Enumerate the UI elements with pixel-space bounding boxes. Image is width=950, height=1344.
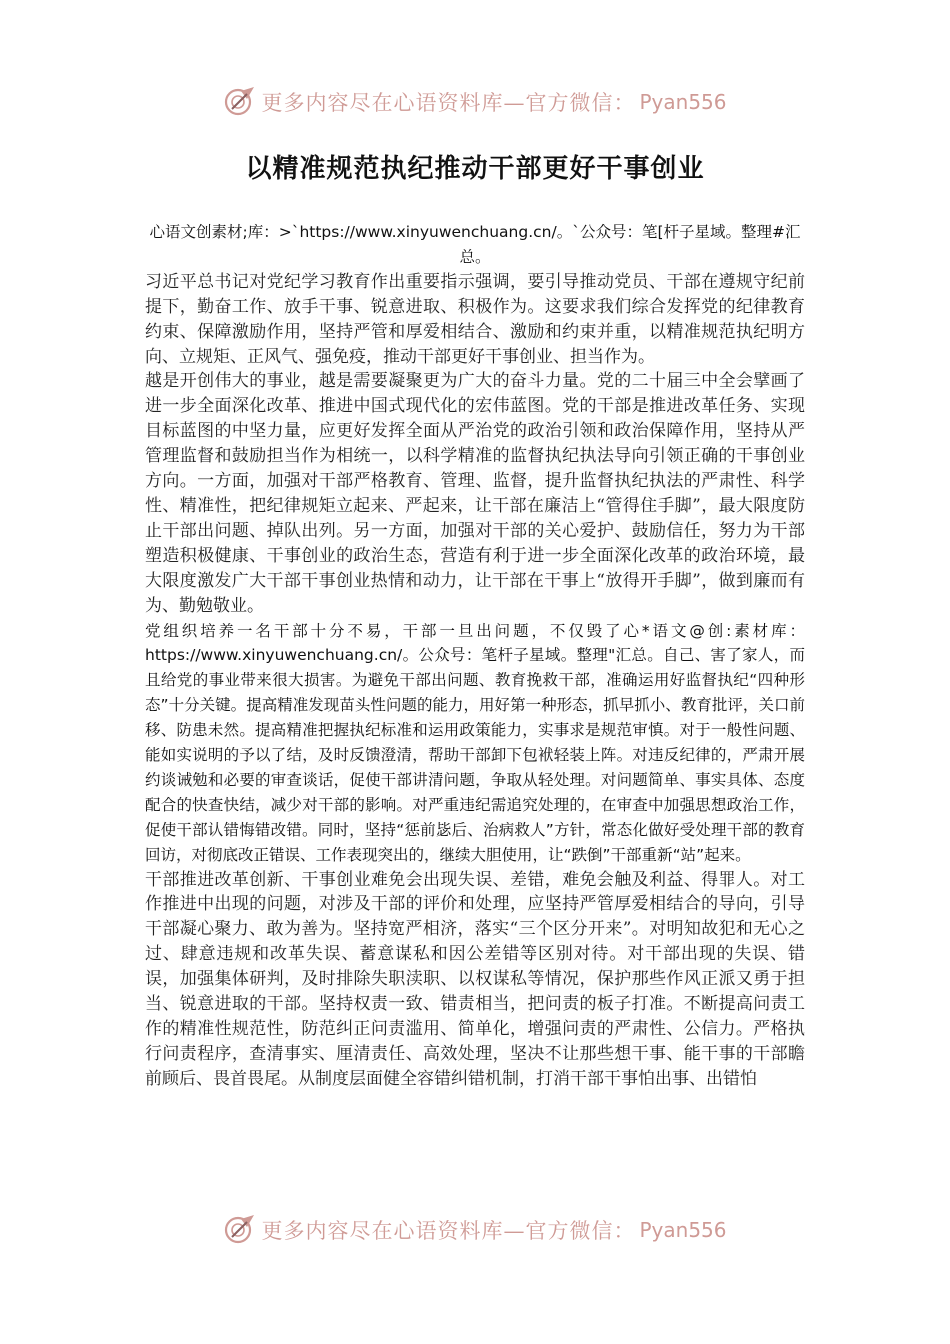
document-body: [145, 220, 805, 1092]
paragraph-3: 党组织培养一名干部十分不易，干部一旦出问题，不仅毁了心*语文@创:素材库：https://www.xinyuwenchuang.cn/。公众号：笔杆子星域。整理"汇总。自己、害了家人，而且给党的事业带来很大损害。为避免干部出问题、教育挽救干部，准确运用好监督执纪“四种形态”十分关键。提高精准发现苗头性问题的能力，用好第一种形态，抓早抓小、教育批评，关口前移、防患未然。提高精准把握执纪标准和运用政策能力，实事求是规范审慎。对于一般性问题、能如实说明的予以了结，及时反馈澄清，帮助干部卸下包袱轻装上阵。对违反纪律的，严肃开展约谈诫勉和必要的审查谈话，促使干部讲清问题，争取从轻处理。对问题简单、事实具体、态度配合的快查快结，减少对干部的影响。对严重违纪需追究处理的，在审查中加强思想政治工作，促使干部认错悔错改错。同时，坚持“惩前毖后、治病救人”方针，常态化做好受处理干部的教育回访，对彻底改正错误、工作表现突出的，继续大胆使用，让“跌倒”干部重新“站”起来。: [145, 621, 805, 864]
pen-nib-logo-icon: [223, 1213, 257, 1247]
document-title: 以精准规范执纪推动干部更好干事创业: [245, 154, 705, 184]
wechat-id: Pyan556: [639, 1218, 727, 1242]
paragraph-1: 习近平总书记对党纪学习教育作出重要指示强调，要引导推动党员、干部在遵规守纪前提下，勤奋工作、放手干事、锐意进取、积极作为。这要求我们综合发挥党的纪律教育约束、保障激励作用，坚持严管和厚爱相结合、激励和约束并重，以精准规范执纪明方向、立规矩、正风气、强免疫，推动干部更好干事创业、担当作为。: [145, 271, 805, 367]
header-banner: [0, 80, 950, 124]
footer-banner: [0, 1208, 950, 1252]
wechat-id: Pyan556: [639, 90, 727, 114]
paragraph-4: 干部推进改革创新、干事创业难免会出现失误、差错，难免会触及利益、得罪人。对工作推进中出现的问题，对涉及干部的评价和处理，应坚持严管厚爱相结合的导向，引导干部凝心聚力、敢为善为。坚持宽严相济，落实“三个区分开来”。对明知故犯和无心之过、肆意违规和改革失误、蓄意谋私和因公差错等区别对待。对干部出现的失误、错误，加强集体研判，及时排除失职渎职、以权谋私等情况，保护那些作风正派又勇于担当、锐意进取的干部。坚持权责一致、错责相当，把问责的板子打准。不断提高问责工作的精准性规范性，防范纠正问责滥用、简单化，增强问责的严肃性、公信力。严格执行问责程序，查清事实、厘清责任、高效处理，坚决不让那些想干事、能干事的干部瞻前顾后、畏首畏尾。从制度层面健全容错纠错机制，打消干部干事怕出事、出错怕: [145, 869, 805, 1089]
banner-text: 更多内容尽在心语资料库—官方微信：: [261, 91, 636, 115]
paragraph-2: 越是开创伟大的事业，越是需要凝聚更为广大的奋斗力量。党的二十届三中全会擘画了进一步全面深化改革、推进中国式现代化的宏伟蓝图。党的干部是推进改革任务、实现目标蓝图的中坚力量，应更好发挥全面从严治党的政治引领和政治保障作用，坚持从严管理监督和鼓励担当作为相统一，以科学精准的监督执纪执法导向引领正确的干事创业方向。一方面，加强对干部严格教育、管理、监督，提升监督执纪执法的严肃性、科学性、精准性，把纪律规矩立起来、严起来，让干部在廉洁上“管得住手脚”，最大限度防止干部出问题、掉队出列。另一方面，加强对干部的关心爱护、鼓励信任，努力为干部塑造积极健康、干事创业的政治生态，营造有利于进一步全面深化改革的政治环境，最大限度激发广大干部干事创业热情和动力，让干部在干事上“放得开手脚”，做到廉而有为、勤勉敬业。: [145, 371, 805, 616]
source-note: 心语文创素材;库：>`https://www.xinyuwenchuang.cn/。`公众号：笔[杆子星域。整理#汇总。: [149, 223, 801, 266]
pen-nib-logo-icon: [223, 85, 257, 119]
banner-text: 更多内容尽在心语资料库—官方微信：: [261, 1219, 636, 1243]
